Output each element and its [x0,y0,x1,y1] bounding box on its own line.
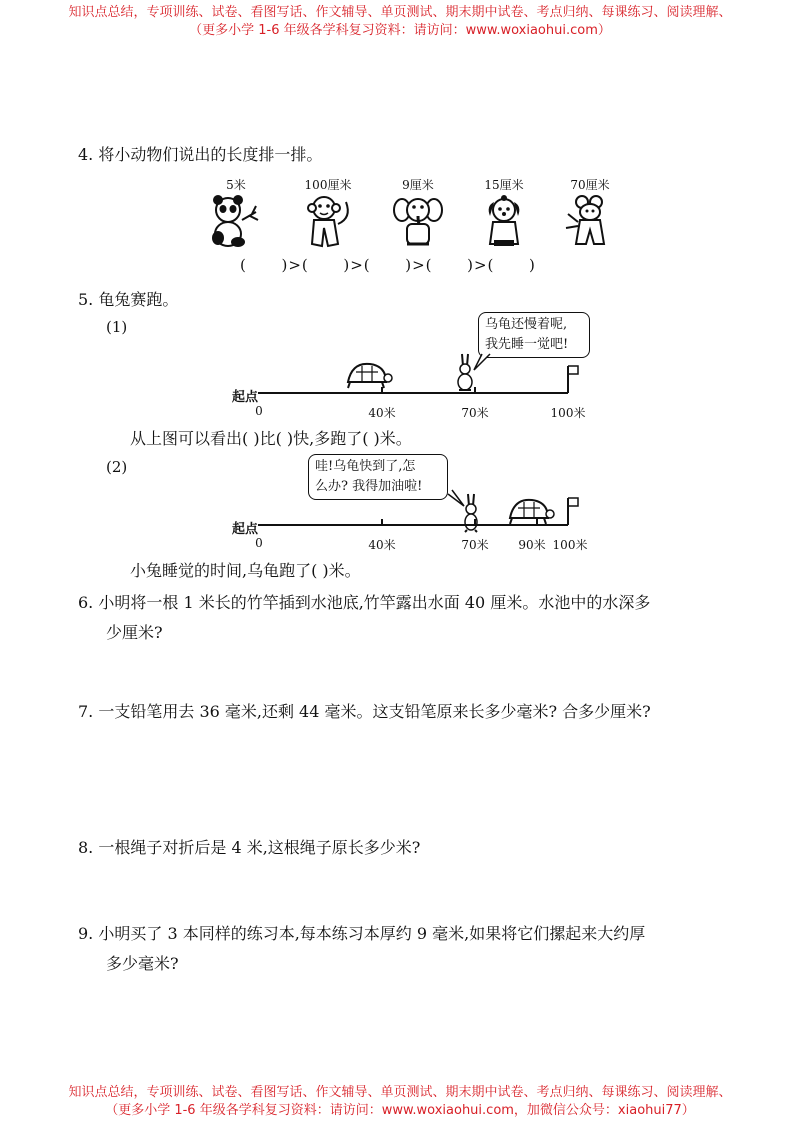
tick-100: 100米 [552,538,588,552]
animal-panda [206,176,266,254]
speech-line-2: 我先睡一觉吧! [485,337,569,352]
tick-90: 90米 [518,538,546,552]
animal-length: 9厘米 [402,178,434,192]
dog-icon [474,194,534,250]
question-4: 4. 将小动物们说出的长度排一排。 [78,145,323,164]
speech-bubble-2 [308,454,448,500]
tick-40: 40米 [368,538,396,552]
animal-length: 15厘米 [484,178,524,192]
start-label-1: 起点 [232,390,259,405]
part-2-answer[interactable]: 小兔睡觉的时间,乌龟跑了( )米。 [130,561,361,580]
tick-0: 0 [255,536,263,550]
speech-line-1: 哇!乌龟快到了,怎 [315,459,416,474]
header-banner [0,4,800,40]
question-6-line-1: 6. 小明将一根 1 米长的竹竿插到水池底,竹竿露出水面 40 厘米。水池中的水深多 [78,593,651,612]
header-line-2: （更多小学 1-6 年级各学科复习资料：请访问：www.woxiaohui.com） [189,23,611,38]
speech-line-2: 么办? 我得加油啦! [315,479,423,494]
animal-elephant [388,176,448,254]
animal-length: 5米 [226,178,246,192]
speech-line-1: 乌龟还慢着呢, [485,317,568,332]
tick-40: 40米 [368,406,396,420]
part-2-label: (2) [106,458,128,476]
tick-70: 70米 [461,538,489,552]
tick-100: 100米 [550,406,586,420]
question-5-title: 5. 龟兔赛跑。 [78,290,179,309]
speech-bubble-1 [478,312,590,358]
animal-length: 100厘米 [304,178,352,192]
question-7: 7. 一支铅笔用去 36 毫米,还剩 44 毫米。这支铅笔原来长多少毫米? 合多少厘米? [78,702,651,721]
tick-0: 0 [255,404,263,418]
part-1-label: (1) [106,318,128,336]
track-2 [258,510,588,534]
mouse-icon [560,194,620,250]
footer-line-1: 知识点总结，专项训练、试卷、看图写话、作文辅导、单页测试、期末期中试卷、考点归纳、每课练习、阅读理解、 [68,1085,732,1100]
part-1-answer[interactable]: 从上图可以看出( )比( )快,多跑了( )米。 [130,429,412,448]
animal-length: 70厘米 [570,178,610,192]
elephant-icon [388,194,448,250]
animal-dog [474,176,534,254]
track-1 [258,378,588,402]
animal-mouse [560,176,620,254]
header-line-1: 知识点总结，专项训练、试卷、看图写话、作文辅导、单页测试、期末期中试卷、考点归纳、每课练习、阅读理解、 [68,5,732,20]
question-9-line-2: 多少毫米? [106,954,179,973]
start-label-2: 起点 [232,522,259,537]
question-9-line-1: 9. 小明买了 3 本同样的练习本,每本练习本厚约 9 毫米,如果将它们摞起来大约厚 [78,924,646,943]
tick-70: 70米 [461,406,489,420]
comparison-blanks[interactable]: ( )>( )>( )>( )>( ) [240,256,536,274]
question-8: 8. 一根绳子对折后是 4 米,这根绳子原长多少米? [78,838,421,857]
panda-icon [206,194,266,250]
footer-banner [0,1084,800,1120]
monkey-icon [298,194,358,250]
animal-monkey [298,176,358,254]
footer-line-2: （更多小学 1-6 年级各学科复习资料：请访问：www.woxiaohui.com，加微信公众号：xiaohui77） [105,1103,695,1118]
question-6-line-2: 少厘米? [106,623,163,642]
